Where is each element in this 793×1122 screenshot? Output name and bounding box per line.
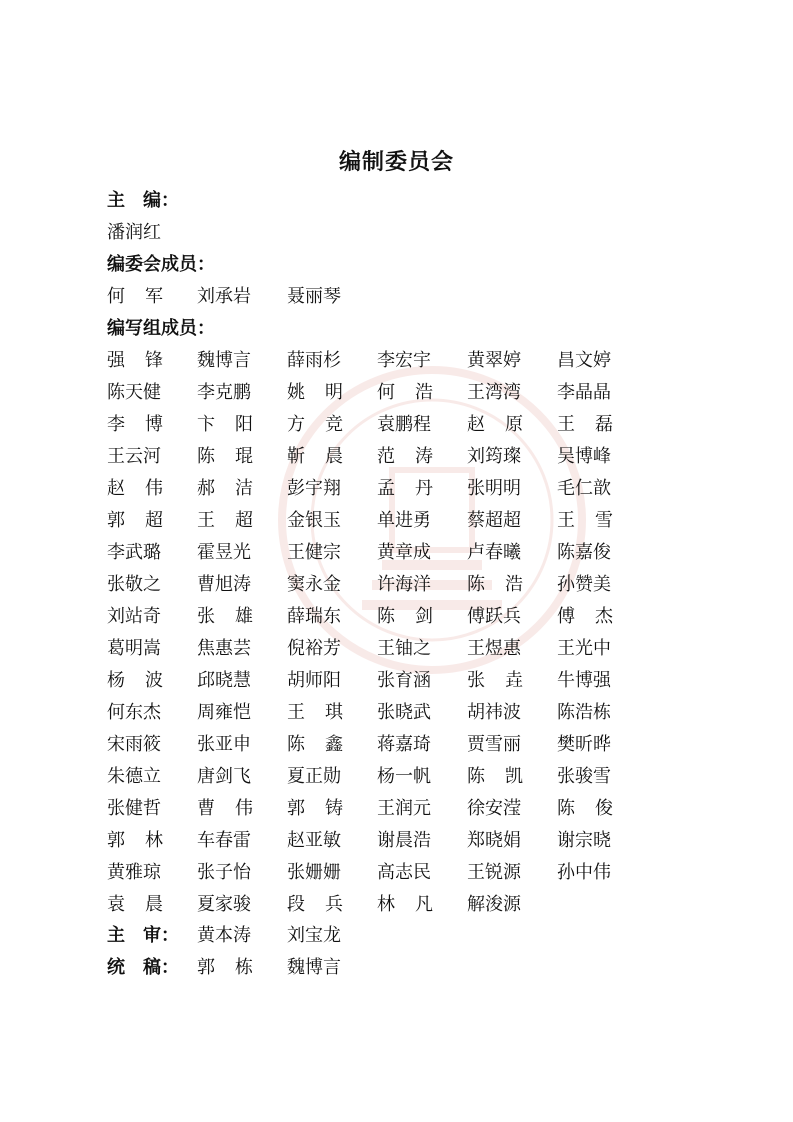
person-name: 何军 (107, 286, 183, 307)
person-name: 张子怡 (197, 862, 251, 883)
chief-editor-label: 主 编： (107, 190, 179, 211)
person-name: 刘站奇 (107, 606, 161, 627)
person-name: 孙中伟 (557, 862, 611, 883)
person-name: 姚明 (287, 382, 363, 403)
person-name: 彭宇翔 (287, 478, 341, 499)
person-name: 黄雅琼 (107, 862, 161, 883)
person-name: 张垚 (467, 670, 543, 691)
person-name: 袁晨 (107, 894, 183, 915)
person-name: 许海洋 (377, 574, 431, 595)
person-name: 宋雨筱 (107, 734, 161, 755)
person-name: 聂丽琴 (287, 286, 341, 307)
person-name: 郑晓娟 (467, 830, 521, 851)
person-name: 高志民 (377, 862, 431, 883)
person-name: 夏正勋 (287, 766, 341, 787)
person-name: 胡祎波 (467, 702, 521, 723)
person-name: 陈琨 (197, 446, 273, 467)
person-name: 牛博强 (557, 670, 611, 691)
person-name: 霍昱光 (197, 542, 251, 563)
person-name: 曹伟 (197, 798, 273, 819)
person-name: 刘宝龙 (287, 925, 341, 946)
person-name: 倪裕芳 (287, 638, 341, 659)
person-name: 胡师阳 (287, 670, 341, 691)
person-name: 周雍恺 (197, 702, 251, 723)
person-name: 刘筠璨 (467, 446, 521, 467)
person-name: 黄翠婷 (467, 350, 521, 371)
person-name: 刘承岩 (197, 286, 251, 307)
person-name: 解浚源 (467, 894, 521, 915)
person-name: 唐剑飞 (197, 766, 251, 787)
person-name: 夏家骏 (197, 894, 251, 915)
person-name: 黄章成 (377, 542, 431, 563)
person-name: 车春雷 (197, 830, 251, 851)
person-name: 王煜惠 (467, 638, 521, 659)
person-name: 昌文婷 (557, 350, 611, 371)
person-name: 王琪 (287, 702, 363, 723)
person-name: 贾雪丽 (467, 734, 521, 755)
person-name: 郝洁 (197, 478, 273, 499)
person-name: 毛仁歆 (557, 478, 611, 499)
person-name: 陈鑫 (287, 734, 363, 755)
person-name: 葛明嵩 (107, 638, 161, 659)
person-name: 郭超 (107, 510, 183, 531)
person-name: 黄本涛 (197, 925, 251, 946)
person-name: 陈剑 (377, 606, 453, 627)
chief-editor-name: 潘润红 (107, 222, 161, 243)
person-name: 张敬之 (107, 574, 161, 595)
person-name: 樊昕晔 (557, 734, 611, 755)
person-name: 强锋 (107, 350, 183, 371)
person-name: 陈嘉俊 (557, 542, 611, 563)
person-name: 郭栋 (197, 957, 273, 978)
person-name: 张晓武 (377, 702, 431, 723)
person-name: 赵亚敏 (287, 830, 341, 851)
person-name: 徐安滢 (467, 798, 521, 819)
person-name: 方竞 (287, 414, 363, 435)
person-name: 朱德立 (107, 766, 161, 787)
person-name: 王湾湾 (467, 382, 521, 403)
committee-label: 编委会成员： (107, 254, 215, 275)
person-name: 单进勇 (377, 510, 431, 531)
person-name: 张雄 (197, 606, 273, 627)
person-name: 张健哲 (107, 798, 161, 819)
person-name: 薛雨杉 (287, 350, 341, 371)
person-name: 傅跃兵 (467, 606, 521, 627)
person-name: 杨波 (107, 670, 183, 691)
person-name: 王超 (197, 510, 273, 531)
person-name: 王磊 (557, 414, 633, 435)
person-name: 魏博言 (197, 350, 251, 371)
person-name: 陈天健 (107, 382, 161, 403)
person-name: 邱晓慧 (197, 670, 251, 691)
person-name: 赵伟 (107, 478, 183, 499)
person-name: 王锐源 (467, 862, 521, 883)
person-name: 蒋嘉琦 (377, 734, 431, 755)
person-name: 王云河 (107, 446, 161, 467)
person-name: 陈凯 (467, 766, 543, 787)
person-name: 赵原 (467, 414, 543, 435)
person-name: 王光中 (557, 638, 611, 659)
person-name: 杨一帆 (377, 766, 431, 787)
person-name: 李武璐 (107, 542, 161, 563)
person-name: 张明明 (467, 478, 521, 499)
person-name: 魏博言 (287, 957, 341, 978)
person-name: 王雪 (557, 510, 633, 531)
person-name: 曹旭涛 (197, 574, 251, 595)
person-name: 陈浩 (467, 574, 543, 595)
person-name: 王铀之 (377, 638, 431, 659)
person-name: 王健宗 (287, 542, 341, 563)
person-name: 谢晨浩 (377, 830, 431, 851)
person-name: 郭林 (107, 830, 183, 851)
person-name: 郭铸 (287, 798, 363, 819)
person-name: 孟丹 (377, 478, 453, 499)
person-name: 孙赞美 (557, 574, 611, 595)
person-name: 范涛 (377, 446, 453, 467)
person-name: 王润元 (377, 798, 431, 819)
person-name: 张亚申 (197, 734, 251, 755)
person-name: 卢春曦 (467, 542, 521, 563)
person-name: 李宏宇 (377, 350, 431, 371)
person-name: 何浩 (377, 382, 453, 403)
person-name: 谢宗晓 (557, 830, 611, 851)
person-name: 何东杰 (107, 702, 161, 723)
person-name: 焦惠芸 (197, 638, 251, 659)
person-name: 傅杰 (557, 606, 633, 627)
page-title: 编制委员会 (338, 150, 454, 175)
person-name: 窦永金 (287, 574, 341, 595)
person-name: 张骏雪 (557, 766, 611, 787)
writers-label: 编写组成员： (107, 318, 215, 339)
person-name: 陈浩栋 (557, 702, 611, 723)
reviewer-label: 主 审： (107, 925, 179, 946)
person-name: 薛瑞东 (287, 606, 341, 627)
person-name: 林凡 (377, 894, 453, 915)
person-name: 靳晨 (287, 446, 363, 467)
person-name: 蔡超超 (467, 510, 521, 531)
person-name: 卞阳 (197, 414, 273, 435)
person-name: 李克鹏 (197, 382, 251, 403)
person-name: 张姗姗 (287, 862, 341, 883)
person-name: 袁鹏程 (377, 414, 431, 435)
person-name: 金银玉 (287, 510, 341, 531)
person-name: 吴博峰 (557, 446, 611, 467)
person-name: 张育涵 (377, 670, 431, 691)
person-name: 陈俊 (557, 798, 633, 819)
person-name: 李博 (107, 414, 183, 435)
person-name: 段兵 (287, 894, 363, 915)
compiler-label: 统 稿： (107, 957, 179, 978)
person-name: 李晶晶 (557, 382, 611, 403)
